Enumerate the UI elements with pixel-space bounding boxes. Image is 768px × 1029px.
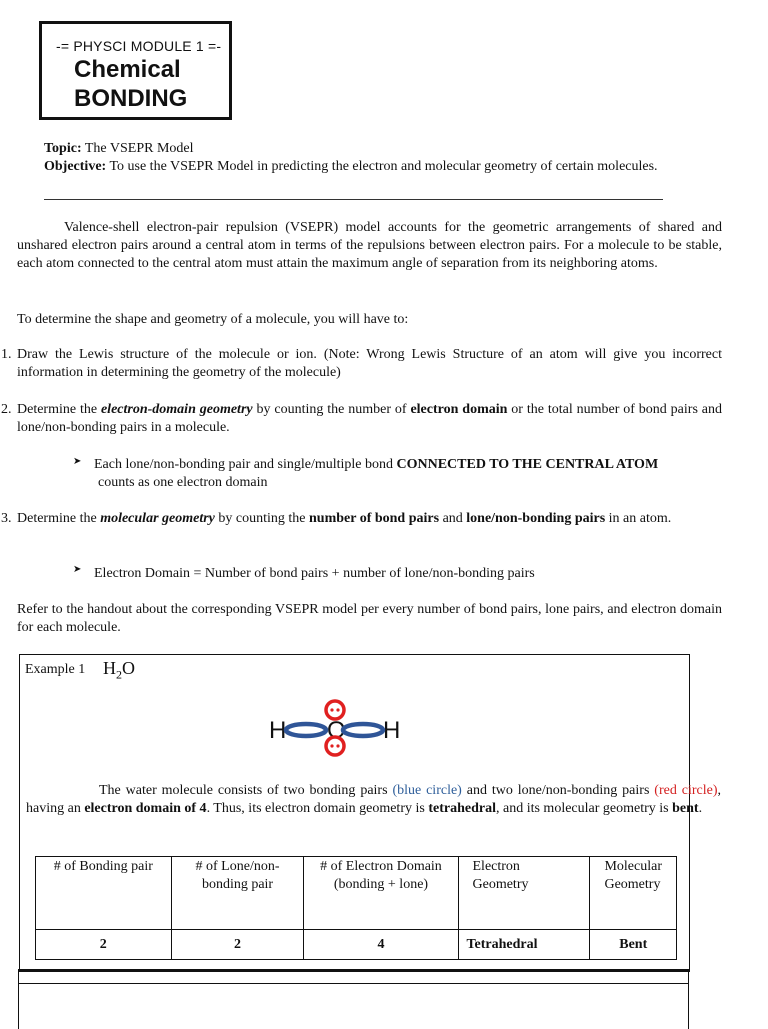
step-text: and <box>439 511 467 526</box>
module-label: -= PHYSCI MODULE 1 =- <box>56 38 222 54</box>
electron-dot <box>330 708 333 711</box>
topic-label: Topic: <box>44 141 82 156</box>
table-row <box>36 930 677 960</box>
step-text: by counting the <box>214 511 309 526</box>
formula-subscript: 2 <box>116 667 122 682</box>
step-2 <box>1 401 722 437</box>
table-cell: Tetrahedral <box>458 930 590 960</box>
hydrogen-atom-left: H <box>269 717 287 744</box>
oxygen-atom: O <box>327 717 346 744</box>
bonding-pair-left <box>286 724 326 736</box>
objective-line <box>44 158 664 176</box>
desc-bold: electron domain of 4 <box>84 801 207 816</box>
electron-dot <box>336 708 339 711</box>
bold-term: number of bond pairs <box>309 511 440 526</box>
refer-paragraph: Refer to the handout about the corresponding VSEPR model per every number of bond pairs, lone pairs, and electron domain for each molecule. <box>17 602 722 635</box>
formula-part: O <box>122 658 135 678</box>
step-text: in an atom. <box>605 511 672 526</box>
objective-value: To use the VSEPR Model in predicting the electron and molecular geometry of certain molecules. <box>106 159 658 174</box>
formula-part: H <box>103 658 116 678</box>
example-label: Example 1 <box>25 662 86 677</box>
next-example-box <box>18 969 689 1029</box>
red-circle-note: (red circle) <box>654 783 718 798</box>
step-text: Determine the <box>17 402 101 417</box>
intro-paragraph: Valence-shell electron-pair repulsion (VSEPR) model accounts for the geometric arrangements of shared and unshared electron pairs around a central atom in terms of the repulsions between electron pairs. For a molecule to be stable, each atom connected to the central atom must attain the maximum angle of separation from its neighboring atoms. <box>17 220 722 271</box>
desc-text: , having an <box>26 783 721 816</box>
bullet-bold: CONNECTED TO THE CENTRAL ATOM <box>396 457 659 472</box>
desc-text: and two lone/non-bonding pairs <box>461 783 655 798</box>
table-header-row <box>36 857 677 930</box>
step-number: 1. <box>1 347 12 362</box>
intro-lead: To determine the shape and geometry of a molecule, you will have to: <box>17 312 409 327</box>
step-number: 2. <box>1 402 12 417</box>
example-description <box>26 782 721 818</box>
bullet-text: Each lone/non-bonding pair and single/multiple bond <box>94 457 397 472</box>
bonding-pair-right <box>343 724 383 736</box>
bullet-1-cont: counts as one electron domain <box>98 475 268 490</box>
module-title-box <box>39 21 232 120</box>
vsepr-table <box>35 856 677 960</box>
bold-term: lone/non-bonding pairs <box>466 511 606 526</box>
table-cell: 2 <box>171 930 304 960</box>
blue-circle-note: (blue circle) <box>392 783 462 798</box>
step-text: or the total number of bond pairs and lone/non-bonding pairs in a molecule. <box>17 402 722 435</box>
step-text: by counting the number of <box>252 402 411 417</box>
electron-dot <box>330 744 333 747</box>
example-formula <box>103 658 135 683</box>
desc-text: . <box>698 801 703 816</box>
table-header-cell: # of Bonding pair <box>36 857 172 930</box>
table-header-cell: # of Electron Domain (bonding + lone) <box>304 857 458 930</box>
water-molecule-diagram <box>265 696 405 758</box>
bullet-1 <box>94 456 722 474</box>
table-header-cell: Electron Geometry <box>458 857 590 930</box>
emphasis-term: molecular geometry <box>100 511 215 526</box>
title-line-1: Chemical <box>74 56 181 83</box>
table-cell: Bent <box>590 930 677 960</box>
next-box-divider <box>18 983 689 984</box>
bullet-2: Electron Domain = Number of bond pairs + number of lone/non-bonding pairs <box>94 566 535 581</box>
emphasis-term: electron-domain geometry <box>100 402 253 417</box>
objective-label: Objective: <box>44 159 107 174</box>
desc-text: , and its molecular geometry is <box>495 801 673 816</box>
step-text: Determine the <box>17 511 101 526</box>
title-line-2: BONDING <box>74 85 188 112</box>
electron-dot <box>336 744 339 747</box>
table-header-cell: Molecular Geometry <box>590 857 677 930</box>
hydrogen-atom-right: H <box>383 717 401 744</box>
table-header-cell: # of Lone/non-bonding pair <box>171 857 304 930</box>
table-cell: 4 <box>304 930 458 960</box>
table-cell: 2 <box>36 930 172 960</box>
step-3 <box>1 510 722 528</box>
topic-block <box>44 140 674 176</box>
divider <box>44 199 663 200</box>
step-1 <box>1 346 722 382</box>
desc-text: . Thus, its electron domain geometry is <box>206 801 429 816</box>
desc-bold: bent <box>672 801 699 816</box>
step-text: Draw the Lewis structure of the molecule or ion. (Note: Wrong Lewis Structure of an atom will give you incorrect information in determining the geometry of the molecule) <box>17 347 722 380</box>
topic-line <box>44 140 674 158</box>
bold-term: electron domain <box>410 402 508 417</box>
topic-value: The VSEPR Model <box>81 141 194 156</box>
desc-text: The water molecule consists of two bonding pairs <box>99 783 393 798</box>
desc-bold: tetrahedral <box>428 801 496 816</box>
step-number: 3. <box>1 511 12 526</box>
